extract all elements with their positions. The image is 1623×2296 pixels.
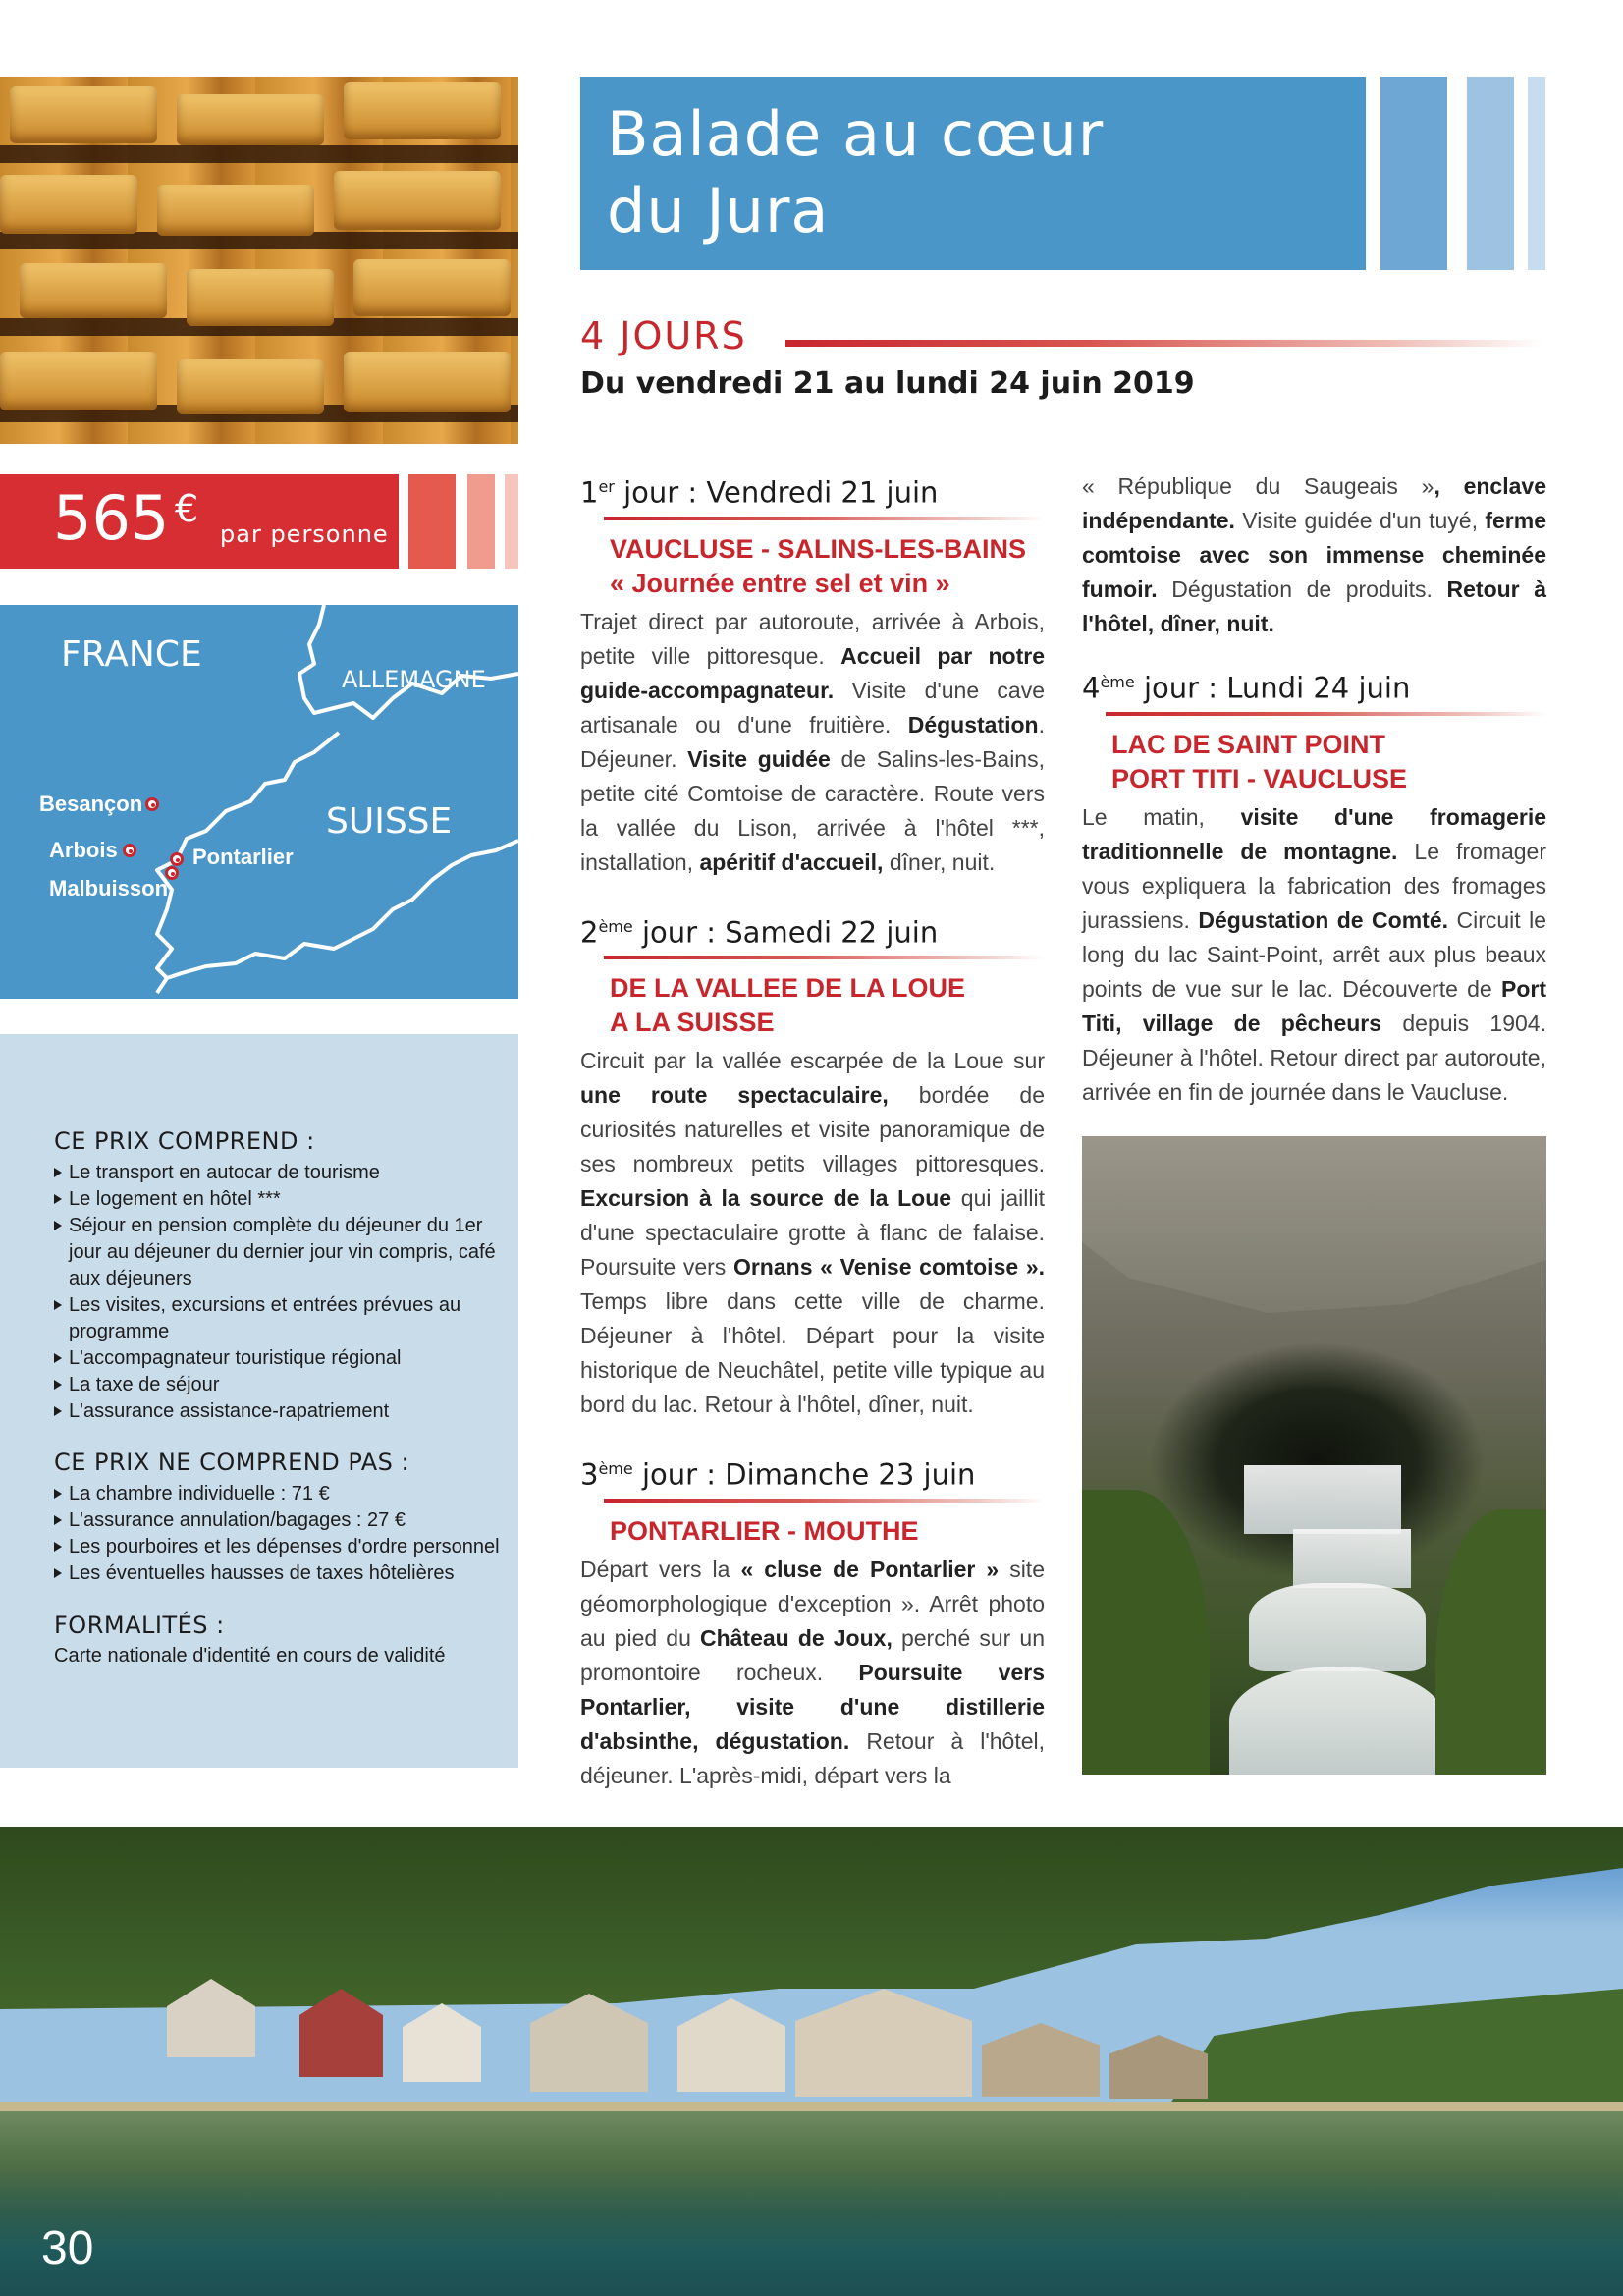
formalities-title: FORMALITÉS : bbox=[54, 1612, 225, 1639]
day-3-text: Départ vers la « cluse de Pontarlier » site géomorphologique d'exception ». Arrêt photo au pied du Château de Joux, perché sur un promontoire rocheux. Poursuite vers Pontarlier, visite d'une distillerie d'absinthe, dégustation. Retour à l'hôtel, déjeuner. L'après-midi, départ vers la bbox=[580, 1556, 1046, 1788]
day-3-heading: 3ème jour : Dimanche 23 juin bbox=[580, 1457, 976, 1492]
list-item: La chambre individuelle : 71 € bbox=[54, 1481, 501, 1507]
day-4-text: Le matin, visite d'une fromagerie traditionnelle de montagne. Le fromager vous expliquera la fabrication des fromages jurassiens. Dégustation de Comté. Circuit le long du lac Saint-Point, arrêt aux plus beaux points de vue sur le lac. Découverte de Port Titi, village de pêcheurs depuis 1904. Déjeuner à l'hôtel. Retour direct par autoroute, arrivée en fin de journée dans le Vaucluse. bbox=[1082, 803, 1547, 1105]
trip-dates: Du vendredi 21 au lundi 24 juin 2019 bbox=[580, 366, 1195, 401]
map-city-arbois: Arbois bbox=[49, 838, 118, 862]
map-label-suisse: SUISSE bbox=[326, 801, 453, 842]
list-item: Séjour en pension complète du déjeuner du 1er jour au déjeuner du dernier jour vin compris, café aux déjeuners bbox=[54, 1213, 501, 1292]
map-label-allemagne: ALLEMAGNE bbox=[342, 666, 486, 693]
day-4-rule bbox=[1106, 712, 1546, 716]
day-1-heading: 1er jour : Vendredi 21 juin bbox=[580, 475, 939, 510]
waterfall-photo bbox=[1082, 1136, 1546, 1775]
list-item: L'accompagnateur touristique régional bbox=[54, 1345, 501, 1372]
list-item: Les visites, excursions et entrées prévues au programme bbox=[54, 1292, 501, 1345]
map-pin-icon bbox=[170, 852, 184, 866]
title-stripe bbox=[1467, 77, 1514, 270]
price-amount: 565 bbox=[53, 482, 170, 554]
list-item: L'assurance assistance-rapatriement bbox=[54, 1398, 501, 1425]
map-city-pontarlier: Pontarlier bbox=[192, 845, 294, 869]
list-item: Le transport en autocar de tourisme bbox=[54, 1160, 501, 1186]
included-list bbox=[54, 1160, 501, 1425]
list-item: La taxe de séjour bbox=[54, 1372, 501, 1398]
price-stripe bbox=[467, 474, 495, 569]
cheese-cellar-photo bbox=[0, 77, 518, 444]
map-pin-icon bbox=[145, 797, 159, 811]
map-city-besancon: Besançon bbox=[39, 792, 143, 816]
day-1-text: Trajet direct par autoroute, arrivée à Arbois, petite ville pittoresque. Accueil par notre guide-accompagnateur. Visite d'une cave artisanale ou d'une fruitière. Dégustation. Déjeuner. Visite guidée de Salins-les-Bains, petite cité Comtoise de caractère. Route vers la vallée du Lison, arrivée à l'hôtel ***, installation, apéritif d'accueil, dîner, nuit. bbox=[580, 608, 1046, 875]
itinerary-column-1 bbox=[580, 467, 1045, 1793]
list-item: Les pourboires et les dépenses d'ordre personnel bbox=[54, 1534, 501, 1560]
day-1-rule bbox=[604, 517, 1045, 520]
page-title: Balade au cœur du Jura bbox=[607, 98, 1105, 246]
price-stripe bbox=[505, 474, 518, 569]
included-title: CE PRIX COMPREND : bbox=[54, 1127, 315, 1155]
day-3-subtitle: PONTARLIER - MOUTHE bbox=[610, 1515, 919, 1546]
day-2-rule bbox=[604, 956, 1045, 959]
day-3-rule bbox=[604, 1499, 1045, 1503]
excluded-list bbox=[54, 1481, 501, 1587]
map-label-france: FRANCE bbox=[61, 634, 202, 675]
itinerary-column-2 bbox=[1082, 469, 1546, 1110]
day-4-heading: 4ème jour : Lundi 24 juin bbox=[1082, 671, 1411, 705]
title-stripe bbox=[1528, 77, 1545, 270]
price-stripe bbox=[408, 474, 456, 569]
day-2-text: Circuit par la vallée escarpée de la Loue sur une route spectaculaire, bordée de curiosités naturelles et visite panoramique de ses nombreux petits villages pittoresques. Excursion à la source de la Loue qui jaillit d'une spectaculaire grotte à flanc de falaise. Poursuite vers Ornans « Venise comtoise ». Temps libre dans cette ville de charme. Déjeuner à l'hôtel. Départ pour la visite historique de Neuchâtel, petite ville typique au bord du lac. Retour à l'hôtel, dîner, nuit. bbox=[580, 1048, 1046, 1418]
day-2-subtitle: DE LA VALLEE DE LA LOUE A LA SUISSE bbox=[610, 973, 966, 1038]
duration-heading: 4 JOURS bbox=[580, 314, 747, 357]
region-map bbox=[0, 605, 518, 999]
excluded-title: CE PRIX NE COMPREND PAS : bbox=[54, 1449, 410, 1476]
map-city-malbuisson: Malbuisson bbox=[49, 876, 169, 901]
day-4-subtitle: LAC DE SAINT POINT PORT TITI - VAUCLUSE bbox=[1111, 729, 1407, 793]
lake-village-photo bbox=[0, 1827, 1623, 2296]
list-item: Les éventuelles hausses de taxes hôtelières bbox=[54, 1560, 501, 1587]
map-pin-icon bbox=[123, 844, 136, 857]
duration-rule bbox=[785, 340, 1543, 347]
list-item: L'assurance annulation/bagages : 27 € bbox=[54, 1507, 501, 1534]
price-info-box bbox=[0, 1034, 518, 1768]
list-item: Le logement en hôtel *** bbox=[54, 1186, 501, 1213]
day-3-text-continued: « République du Saugeais », enclave indépendante. Visite guidée d'un tuyé, ferme comtoise avec son immense cheminée fumoir. Dégustation de produits. Retour à l'hôtel, dîner, nuit. bbox=[1082, 473, 1547, 636]
title-stripe bbox=[1380, 77, 1447, 270]
day-1-subtitle: VAUCLUSE - SALINS-LES-BAINS « Journée entre sel et vin » bbox=[610, 533, 1027, 598]
price-per-person: par personne bbox=[220, 520, 389, 548]
day-2-heading: 2ème jour : Samedi 22 juin bbox=[580, 915, 939, 950]
price-currency: € bbox=[175, 487, 199, 530]
page-number: 30 bbox=[41, 2222, 94, 2274]
formalities-text: Carte nationale d'identité en cours de validité bbox=[54, 1645, 446, 1667]
